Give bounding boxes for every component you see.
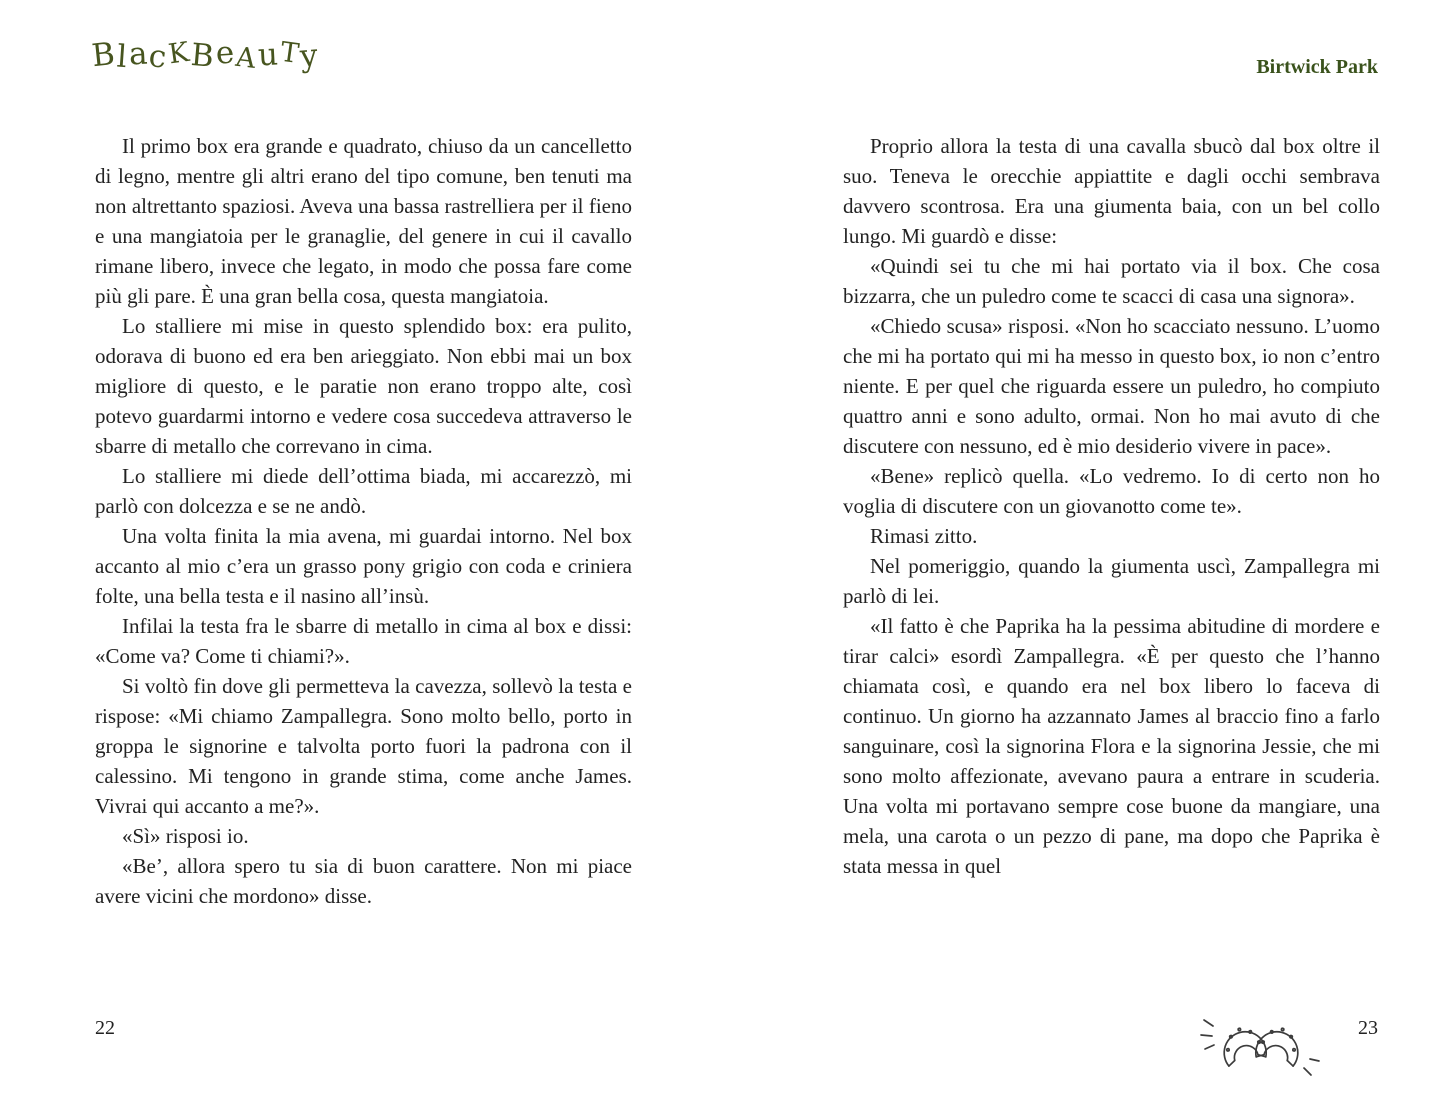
paragraph: Proprio allora la testa di una cavalla sbucò dal box oltre il suo. Teneva le orecchie appiattite e dagli occhi sembrava davvero scontrosa. Era una giumenta baia, con un bel collo lungo. Mi guardò e disse:: [843, 134, 1380, 248]
paragraph: Nel pomeriggio, quando la giumenta uscì, Zampallegra mi parlò di lei.: [843, 554, 1380, 608]
paragraph: «Chiedo scusa» risposi. «Non ho scacciato nessuno. L’uomo che mi ha portato qui mi ha messo in questo box, io non c’entro niente. E per quel che riguarda essere un puledro, ho compiuto quattro anni e sono adulto, ormai. Non ho mai avuto di che discutere con nessuno, ed è mio desiderio vivere in pace».: [843, 314, 1380, 458]
horseshoes-icon: [1198, 992, 1322, 1084]
running-head: Birtwick Park: [1256, 56, 1378, 78]
paragraph: Si voltò fin dove gli permetteva la cavezza, sollevò la testa e rispose: «Mi chiamo Zampallegra. Sono molto bello, porto in groppa le signorine e talvolta porto fuori la padrona con il calessino. Mi tengono in grande stima, come anche James. Vivrai qui accanto a me?».: [95, 674, 632, 818]
page-number-right: 23: [1358, 1017, 1378, 1039]
paragraph: Infilai la testa fra le sbarre di metallo in cima al box e dissi: «Come va? Come ti chiami?».: [95, 614, 632, 668]
paragraph: «Be’, allora spero tu sia di buon carattere. Non mi piace avere vicini che mordono» disse.: [95, 854, 632, 908]
page-number-left: 22: [95, 1017, 115, 1039]
paragraph: «Sì» risposi io.: [122, 824, 249, 848]
paragraph: Lo stalliere mi mise in questo splendido box: era pulito, odorava di buono ed era ben arieggiato. Non ebbi mai un box migliore di questo, e le paratie non erano troppo alte, così potevo guardarmi intorno e vedere cosa succedeva attraverso le sbarre di metallo che correvano in cima.: [95, 314, 632, 458]
paragraph: Una volta finita la mia avena, mi guardai intorno. Nel box accanto al mio c’era un grasso pony grigio con coda e criniera folte, una bella testa e il nasino all’insù.: [95, 524, 632, 608]
paragraph: «Quindi sei tu che mi hai portato via il box. Che cosa bizzarra, che un puledro come te scacci di casa una signora».: [843, 254, 1380, 308]
paragraph: «Il fatto è che Paprika ha la pessima abitudine di mordere e tirar calci» esordì Zampallegra. «È per questo che l’hanno chiamata così, e quando era nel box libero lo faceva di continuo. Un giorno ha azzannato James al braccio fino a farlo sanguinare, così la signorina Flora e la signorina Jessie, che mi sono molto affezionate, avevano paura a entrare in scuderia. Una volta mi portavano sempre cose buone da mangiare, una mela, una carota o un pezzo di pane, ma dopo che Paprika è stata messa in quel: [843, 614, 1380, 878]
left-page-text: [95, 131, 632, 911]
book-logo: BlacKBeAuTy: [90, 34, 322, 76]
paragraph: Lo stalliere mi diede dell’ottima biada, mi accarezzò, mi parlò con dolcezza e se ne andò.: [95, 464, 632, 518]
paragraph: «Bene» replicò quella. «Lo vedremo. Io di certo non ho voglia di discutere con un giovanotto come te».: [843, 464, 1380, 518]
right-page-text: [843, 131, 1380, 881]
paragraph: Rimasi zitto.: [870, 524, 978, 548]
paragraph: Il primo box era grande e quadrato, chiuso da un cancelletto di legno, mentre gli altri erano del tipo comune, ben tenuti ma non altrettanto spaziosi. Aveva una bassa rastrelliera per il fieno e una mangiatoia per le granaglie, del genere in cui il cavallo rimane libero, invece che legato, in modo che possa fare come più gli pare. È una gran bella cosa, questa mangiatoia.: [95, 134, 632, 308]
